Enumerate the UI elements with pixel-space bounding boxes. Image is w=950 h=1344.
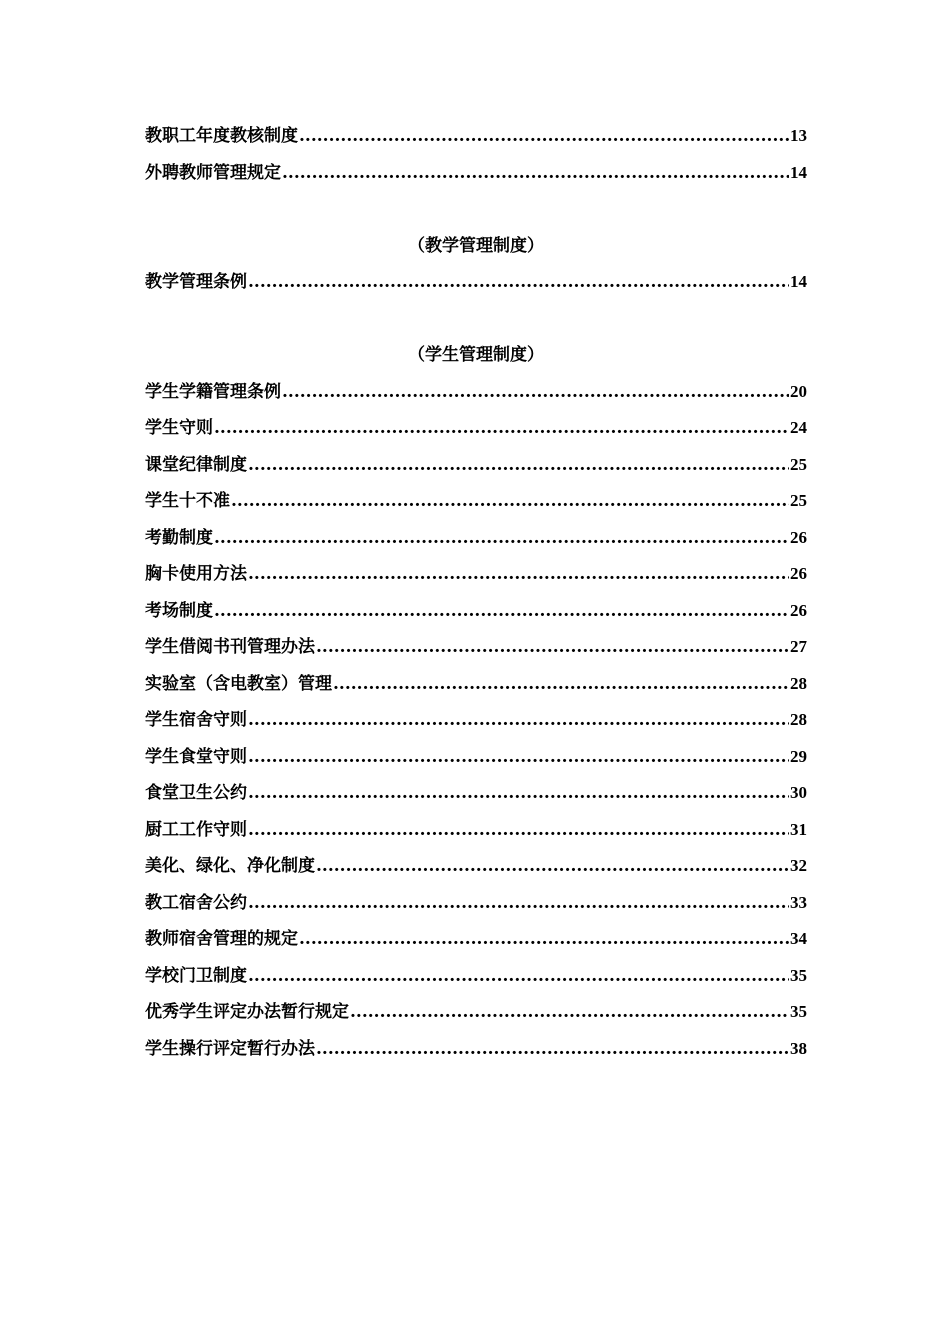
toc-entry[interactable] bbox=[145, 118, 807, 155]
toc-dot-leader bbox=[350, 994, 789, 1031]
toc-entry[interactable] bbox=[145, 556, 807, 593]
toc-dot-leader bbox=[248, 812, 789, 849]
toc-entry-page: 26 bbox=[790, 600, 807, 620]
toc-entry-page: 25 bbox=[790, 491, 807, 510]
toc-entry-title: 考勤制度 bbox=[145, 527, 213, 548]
toc-entry[interactable] bbox=[145, 994, 807, 1031]
section-heading: （学生管理制度） bbox=[408, 345, 544, 365]
toc-dot-leader bbox=[299, 118, 789, 155]
toc-entry-page: 25 bbox=[790, 454, 807, 474]
toc-dot-leader bbox=[248, 702, 789, 739]
toc-group-2 bbox=[145, 337, 807, 1067]
toc-entry-title: 实验室（含电教室）管理 bbox=[145, 673, 332, 694]
toc-entry-page: 14 bbox=[790, 272, 807, 291]
toc-entry-page: 27 bbox=[790, 637, 807, 656]
toc-entry-page: 32 bbox=[790, 856, 807, 875]
toc-entry-page: 35 bbox=[790, 1002, 807, 1021]
toc-entry-page: 24 bbox=[790, 418, 807, 437]
toc-entry[interactable] bbox=[145, 702, 807, 739]
toc-entry-page: 28 bbox=[790, 710, 807, 729]
toc-group-0 bbox=[145, 118, 807, 191]
toc-dot-leader bbox=[316, 1031, 789, 1068]
toc-dot-leader bbox=[214, 593, 789, 630]
toc-entry-title: 学生学籍管理条例 bbox=[145, 381, 281, 402]
toc-entry-title: 学生守则 bbox=[145, 418, 213, 438]
toc-entry[interactable] bbox=[145, 848, 807, 885]
toc-entry-title: 学生十不准 bbox=[145, 491, 230, 511]
toc-dot-leader bbox=[316, 629, 789, 666]
toc-dot-leader bbox=[333, 666, 789, 703]
toc-entry[interactable] bbox=[145, 155, 807, 192]
toc-entry-title: 优秀学生评定办法暂行规定 bbox=[145, 1002, 349, 1022]
toc-entry-title: 美化、绿化、净化制度 bbox=[145, 856, 315, 876]
toc-entry-title: 学生宿舍守则 bbox=[145, 710, 247, 730]
toc-entry-title: 学校门卫制度 bbox=[145, 965, 247, 986]
blank-line bbox=[145, 191, 807, 228]
toc-entry[interactable] bbox=[145, 921, 807, 958]
section-heading: （教学管理制度） bbox=[408, 235, 544, 256]
toc-entry[interactable] bbox=[145, 958, 807, 995]
toc-entry-page: 13 bbox=[790, 126, 807, 145]
toc-entry[interactable] bbox=[145, 739, 807, 776]
toc-entry[interactable] bbox=[145, 629, 807, 666]
toc-dot-leader bbox=[248, 885, 789, 922]
toc-entry-page: 34 bbox=[790, 929, 807, 948]
toc-entry-title: 胸卡使用方法 bbox=[145, 564, 247, 584]
blank-line bbox=[145, 301, 807, 338]
toc-entry-title: 课堂纪律制度 bbox=[145, 454, 247, 475]
toc-dot-leader bbox=[316, 848, 789, 885]
toc-entry-page: 20 bbox=[790, 381, 807, 401]
toc-group-1 bbox=[145, 228, 807, 301]
toc-dot-leader bbox=[231, 483, 789, 520]
toc-entry[interactable] bbox=[145, 483, 807, 520]
toc-dot-leader bbox=[282, 155, 789, 192]
toc-dot-leader bbox=[282, 374, 789, 411]
toc-entry[interactable] bbox=[145, 812, 807, 849]
toc-entry-title: 厨工工作守则 bbox=[145, 819, 247, 840]
toc-dot-leader bbox=[248, 264, 789, 301]
table-of-contents bbox=[145, 118, 807, 1067]
toc-entry-page: 26 bbox=[790, 527, 807, 547]
toc-entry-title: 教师宿舍管理的规定 bbox=[145, 929, 298, 949]
toc-entry-title: 学生食堂守则 bbox=[145, 746, 247, 767]
toc-dot-leader bbox=[248, 739, 789, 776]
toc-entry-page: 30 bbox=[790, 783, 807, 802]
toc-dot-leader bbox=[214, 410, 789, 447]
toc-entry-title: 学生操行评定暂行办法 bbox=[145, 1038, 315, 1059]
toc-dot-leader bbox=[248, 447, 789, 484]
toc-entry[interactable] bbox=[145, 775, 807, 812]
toc-entry-page: 38 bbox=[790, 1038, 807, 1058]
toc-entry[interactable] bbox=[145, 885, 807, 922]
toc-entry-title: 食堂卫生公约 bbox=[145, 783, 247, 803]
toc-entry[interactable] bbox=[145, 374, 807, 411]
toc-entry[interactable] bbox=[145, 1031, 807, 1068]
toc-entry[interactable] bbox=[145, 520, 807, 557]
toc-entry-title: 教工宿舍公约 bbox=[145, 892, 247, 913]
toc-entry[interactable] bbox=[145, 447, 807, 484]
toc-dot-leader bbox=[248, 775, 789, 812]
toc-entry-title: 外聘教师管理规定 bbox=[145, 162, 281, 183]
toc-entry-title: 教职工年度教核制度 bbox=[145, 126, 298, 146]
toc-entry-title: 教学管理条例 bbox=[145, 272, 247, 292]
toc-dot-leader bbox=[214, 520, 789, 557]
toc-dot-leader bbox=[248, 556, 789, 593]
toc-entry-page: 26 bbox=[790, 564, 807, 583]
toc-entry-page: 31 bbox=[790, 819, 807, 839]
toc-entry-page: 28 bbox=[790, 673, 807, 693]
toc-entry[interactable] bbox=[145, 666, 807, 703]
toc-entry-title: 考场制度 bbox=[145, 600, 213, 621]
toc-entry-page: 35 bbox=[790, 965, 807, 985]
toc-dot-leader bbox=[299, 921, 789, 958]
toc-entry[interactable] bbox=[145, 410, 807, 447]
toc-dot-leader bbox=[248, 958, 789, 995]
toc-entry-page: 29 bbox=[790, 746, 807, 766]
toc-entry-title: 学生借阅书刊管理办法 bbox=[145, 637, 315, 657]
toc-entry[interactable] bbox=[145, 264, 807, 301]
toc-entry-page: 14 bbox=[790, 162, 807, 182]
toc-entry-page: 33 bbox=[790, 892, 807, 912]
toc-entry[interactable] bbox=[145, 593, 807, 630]
